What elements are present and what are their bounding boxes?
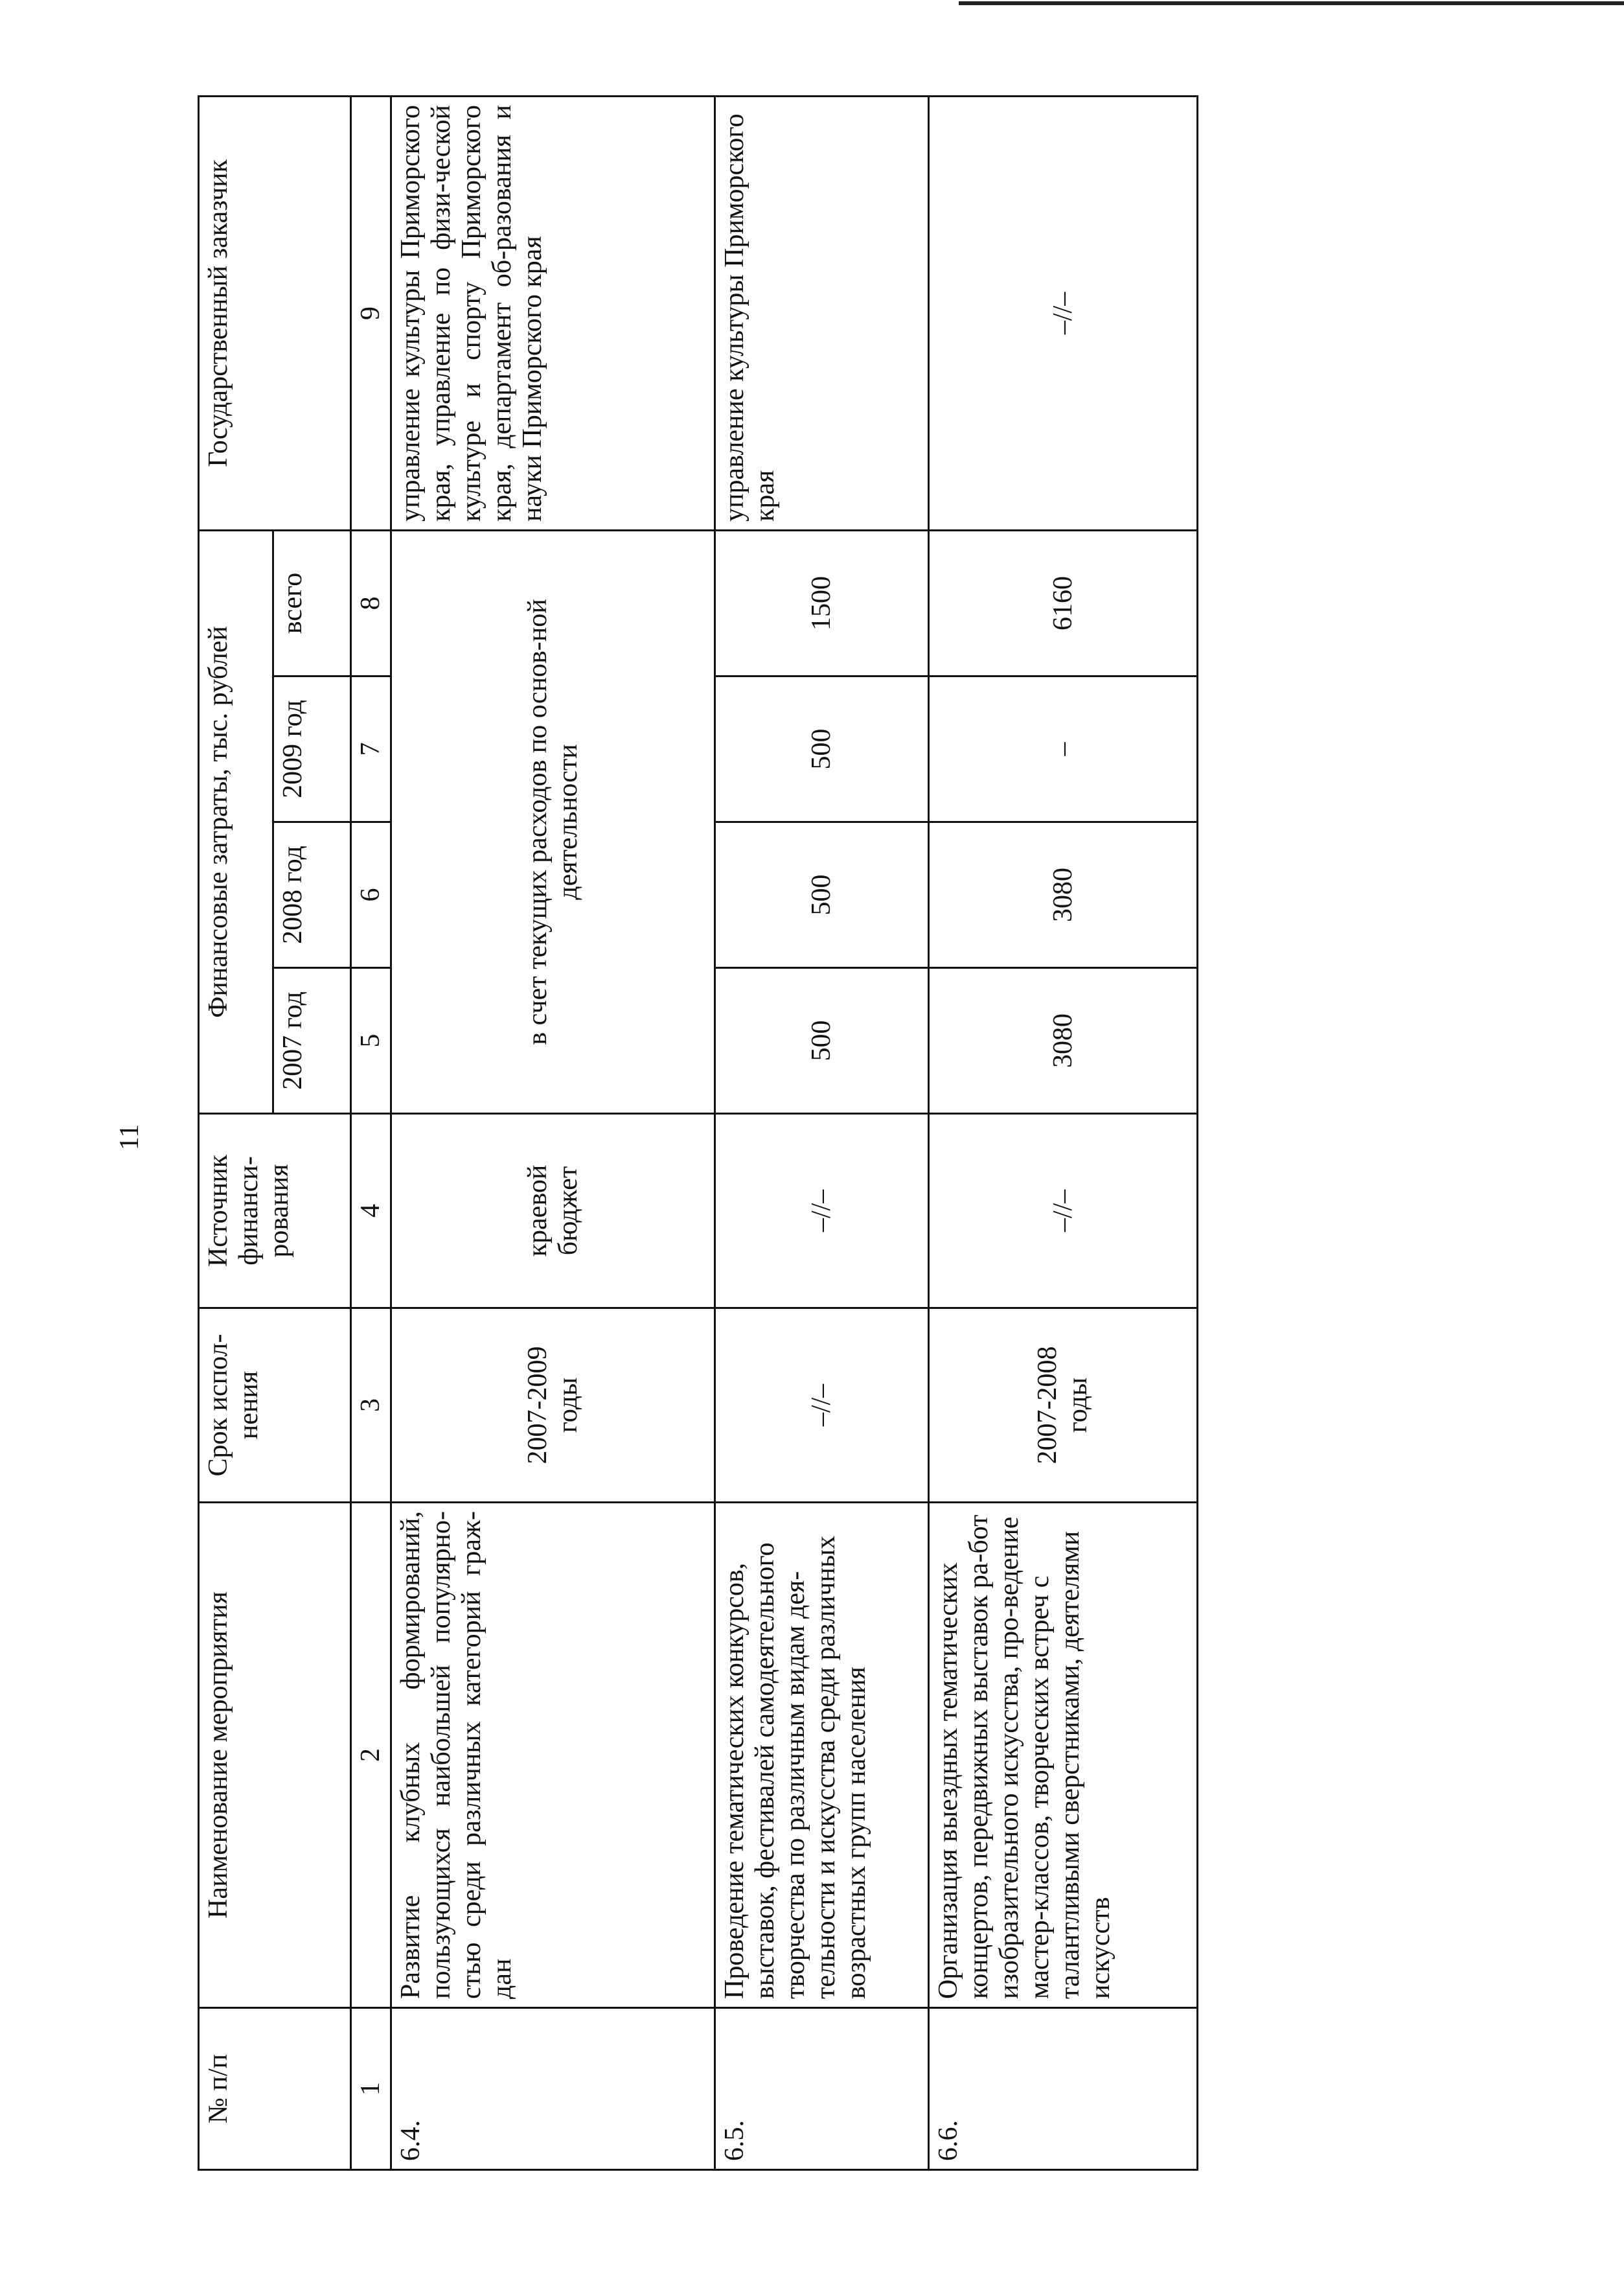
top-edge-rule [959,1,1624,5]
header-total: всего [273,530,351,676]
page-number [107,1115,152,1160]
row-source: –//– [715,1114,929,1308]
table-row [715,96,929,2169]
row-2008: 3080 [929,822,1198,968]
row-source: –//– [929,1114,1198,1308]
row-term: 2007-2009 годы [391,1308,715,1503]
row-customer: управление культуры Приморского края, управление по физи-ческой культуре и спорту Приморского края, департамент об-разования и науки Приморского края [391,96,715,530]
row-num: 6.5. [715,2008,929,2170]
program-measures-table [198,95,1198,2171]
col-number: 6 [351,822,391,968]
header-costs: Финансовые затраты, тыс. рублей [199,530,273,1113]
row-2007: 3080 [929,968,1198,1114]
header-customer: Государственный заказчик [199,96,351,530]
row-total: 1500 [715,530,929,676]
page-number-text: 11 [114,1124,144,1151]
row-source: краевой бюджет [391,1114,715,1308]
header-name: Наименование мероприятия [199,1503,351,2008]
row-customer: управление культуры Приморского края [715,96,929,530]
row-costs-merged: в счет текущих расходов по основ-ной деятельности [391,530,715,1113]
row-total: 6160 [929,530,1198,676]
column-number-row [351,96,391,2169]
row-name: Проведение тематических конкурсов, выставок, фестивалей самодеятельного творчества по различным видам дея-тельности и искусства среди различных возрастных групп населения [715,1503,929,2008]
row-2007: 500 [715,968,929,1114]
header-num: № п/п [199,2008,351,2170]
header-2008: 2008 год [273,822,351,968]
col-number: 2 [351,1503,391,2008]
col-number: 3 [351,1308,391,1503]
row-2008: 500 [715,822,929,968]
header-2009: 2009 год [273,676,351,822]
row-2009: 500 [715,676,929,822]
table-row [391,96,715,2169]
row-term: –//– [715,1308,929,1503]
col-number: 7 [351,676,391,822]
table-row [929,96,1198,2169]
col-number: 4 [351,1114,391,1308]
col-number: 5 [351,968,391,1114]
row-name: Организация выездных тематических концертов, передвижных выставок ра-бот изобразительного искусства, про-ведение мастер-классов, творческих встреч с талантливыми сверстниками, деятелями искусств [929,1503,1198,2008]
row-customer: –//– [929,96,1198,530]
rotated-table-wrapper [198,97,1195,2171]
col-number: 9 [351,96,391,530]
col-number: 8 [351,530,391,676]
row-2009: – [929,676,1198,822]
row-term: 2007-2008 годы [929,1308,1198,1503]
row-num: 6.6. [929,2008,1198,2170]
col-number: 1 [351,2008,391,2170]
row-name: Развитие клубных формирований, пользующихся наибольшей популярно-стью среди различных категорий граж-дан [391,1503,715,2008]
header-term: Срок испол-нения [199,1308,351,1503]
header-2007: 2007 год [273,968,351,1114]
header-source: Источник финанси-рования [199,1114,351,1308]
row-num: 6.4. [391,2008,715,2170]
